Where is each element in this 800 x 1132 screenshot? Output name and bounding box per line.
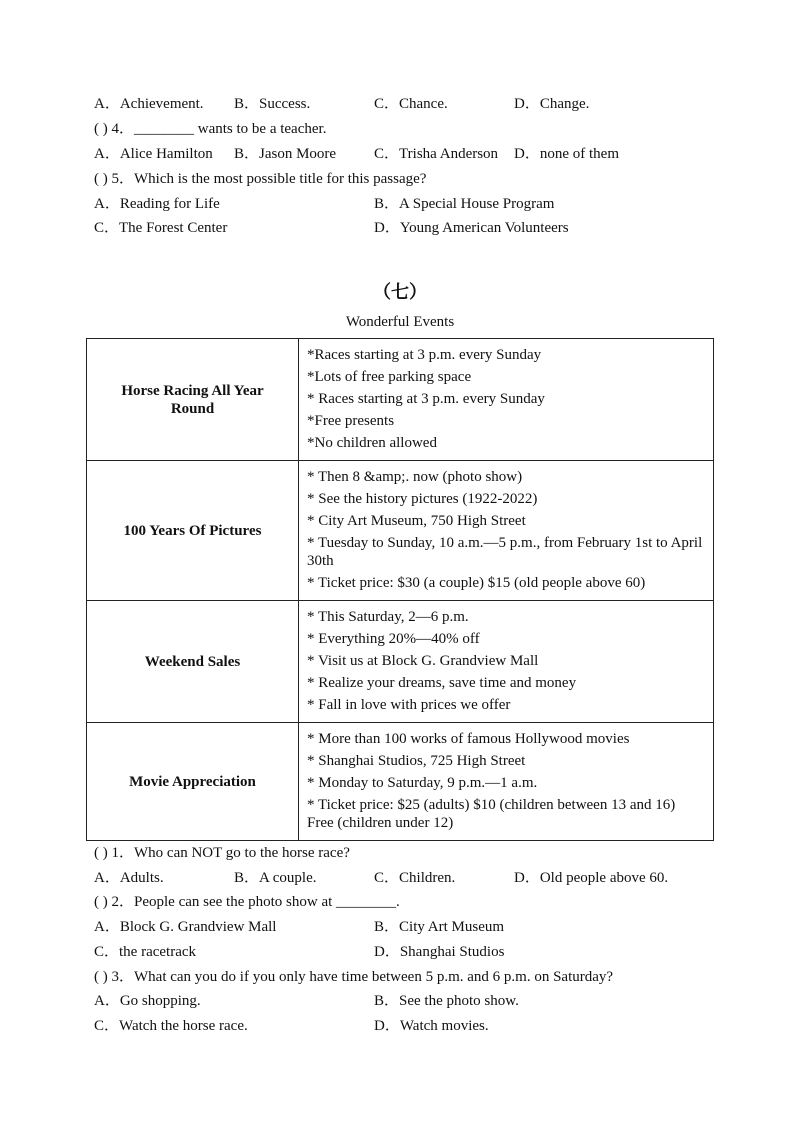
question-1-stem: ( ) 1．Who can NOT go to the horse race? (94, 845, 350, 861)
option-b: B．A Special House Program (374, 196, 555, 212)
event-detail: * More than 100 works of famous Hollywood movies (307, 730, 630, 747)
option-c: C．Children. (374, 870, 456, 886)
event-detail: * Tuesday to Sunday, 10 a.m.—5 p.m., from February 1st to April 30th (307, 534, 703, 569)
event-details (299, 601, 714, 723)
table-row (87, 601, 714, 723)
option-a: A．Achievement. (94, 96, 204, 112)
option-a: A．Block G. Grandview Mall (94, 919, 277, 935)
events-table (86, 338, 714, 841)
option-d: D．Watch movies. (374, 1018, 489, 1034)
event-detail: * Monday to Saturday, 9 p.m.—1 a.m. (307, 774, 538, 791)
event-detail: * This Saturday, 2—6 p.m. (307, 608, 469, 625)
option-a: A．Adults. (94, 870, 164, 886)
option-b: B．See the photo show. (374, 993, 519, 1009)
option-a: A．Go shopping. (94, 993, 201, 1009)
event-detail: * Ticket price: $30 (a couple) $15 (old people above 60) (307, 574, 646, 591)
option-c: C．Watch the horse race. (94, 1018, 248, 1034)
event-detail: * Races starting at 3 p.m. every Sunday (307, 390, 545, 407)
event-label: Weekend Sales (87, 601, 299, 723)
event-detail: * Then 8 &amp;. now (photo show) (307, 468, 523, 485)
event-detail: * Realize your dreams, save time and money (307, 674, 577, 691)
question-3-stem: ( ) 3．What can you do if you only have time between 5 p.m. and 6 p.m. on Saturday? (94, 969, 614, 985)
option-d: D．Young American Volunteers (374, 220, 569, 236)
option-c: C．The Forest Center (94, 220, 228, 236)
event-label: Movie Appreciation (87, 723, 299, 841)
event-detail: *Lots of free parking space (307, 368, 472, 385)
event-label: 100 Years Of Pictures (87, 461, 299, 601)
option-b: B．City Art Museum (374, 919, 505, 935)
event-detail: * Everything 20%—40% off (307, 630, 480, 647)
option-d: D．Shanghai Studios (374, 944, 505, 960)
event-details (299, 339, 714, 461)
table-row (87, 723, 714, 841)
option-b: B．Jason Moore (234, 146, 337, 162)
question-2-stem: ( ) 2．People can see the photo show at ________. (94, 894, 400, 910)
option-b: B．Success. (234, 96, 311, 112)
option-a: A．Alice Hamilton (94, 146, 213, 162)
option-c: C．the racetrack (94, 944, 197, 960)
prev-q5-stem: ( ) 5．Which is the most possible title for this passage? (94, 171, 427, 187)
event-details (299, 461, 714, 601)
event-details (299, 723, 714, 841)
option-d: D．none of them (514, 146, 619, 162)
table-row (87, 339, 714, 461)
event-detail: * See the history pictures (1922-2022) (307, 490, 538, 507)
event-detail: * Visit us at Block G. Grandview Mall (307, 652, 539, 669)
event-detail: * Ticket price: $25 (adults) $10 (children between 13 and 16) Free (children under 12) (307, 796, 676, 831)
option-d: D．Change. (514, 96, 590, 112)
event-detail: *Free presents (307, 412, 395, 429)
event-detail: * Fall in love with prices we offer (307, 696, 511, 713)
table-row (87, 461, 714, 601)
option-c: C．Chance. (374, 96, 448, 112)
event-detail: * Shanghai Studios, 725 High Street (307, 752, 526, 769)
event-detail: *Races starting at 3 p.m. every Sunday (307, 346, 542, 363)
option-b: B．A couple. (234, 870, 317, 886)
table-title: Wonderful Events (345, 314, 455, 330)
prev-q4-stem: ( ) 4．________ wants to be a teacher. (94, 121, 327, 137)
option-a: A．Reading for Life (94, 196, 220, 212)
event-detail: *No children allowed (307, 434, 437, 451)
option-d: D．Old people above 60. (514, 870, 669, 886)
section-heading: （七） (373, 282, 427, 302)
event-label: Horse Racing All Year Round (87, 339, 299, 461)
event-detail: * City Art Museum, 750 High Street (307, 512, 526, 529)
option-c: C．Trisha Anderson (374, 146, 499, 162)
